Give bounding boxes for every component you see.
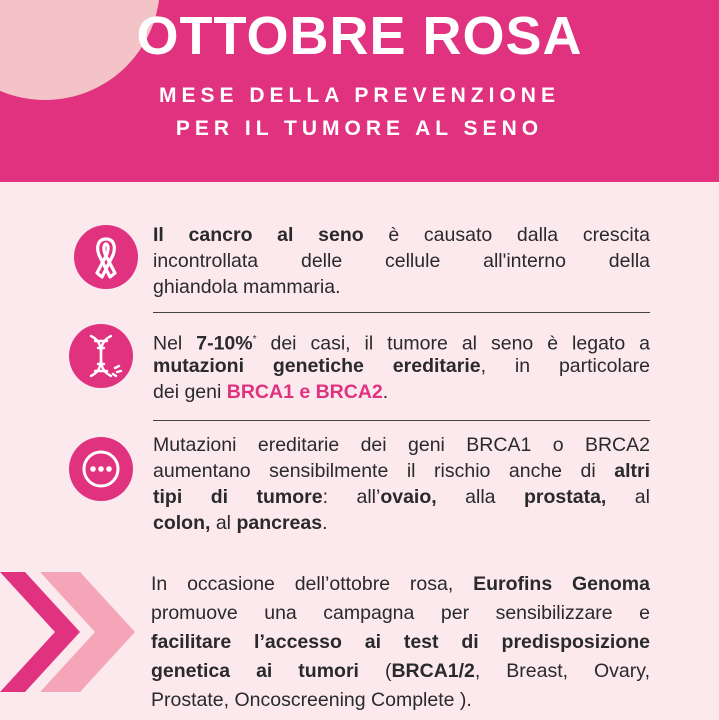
campaign-description: In occasione dell’ottobre rosa, Eurofins Genoma promuove una campagna per sensibilizzare e facilitare l’accesso ai test di predisposizione genetica ai tumori (BRCA1/2, Breast, Ovary, Prostate, Oncoscreening Complete ). (151, 573, 650, 711)
info-other-tumors: Mutazioni ereditarie dei geni BRCA1 o BRCA2 aumentano sensibilmente il rischio anche di altri tipi di tumore: all’ovaio, alla prostata, al colon, al pancreas. (153, 434, 650, 534)
header-banner (0, 0, 719, 182)
subtitle-line-1: MESE DELLA PREVENZIONE (159, 84, 560, 107)
divider (153, 312, 650, 313)
chevron-arrows-icon (0, 572, 135, 692)
subtitle-line-2: PER IL TUMORE AL SENO (175, 117, 544, 140)
dna-icon (69, 324, 133, 388)
divider (153, 420, 650, 421)
page-title: OTTOBRE ROSA (136, 6, 583, 66)
info-genetic-mutations: Nel 7-10%* dei casi, il tumore al seno è legato a mutazioni genetiche ereditarie, in particolare dei geni BRCA1 e BRCA2. (153, 332, 650, 403)
info-cancer-definition: Il cancro al seno è causato dalla crescita incontrollata delle cellule all'interno della ghiandola mammaria. (153, 224, 651, 298)
ribbon-icon (74, 225, 138, 289)
more-dots-icon (69, 437, 133, 501)
